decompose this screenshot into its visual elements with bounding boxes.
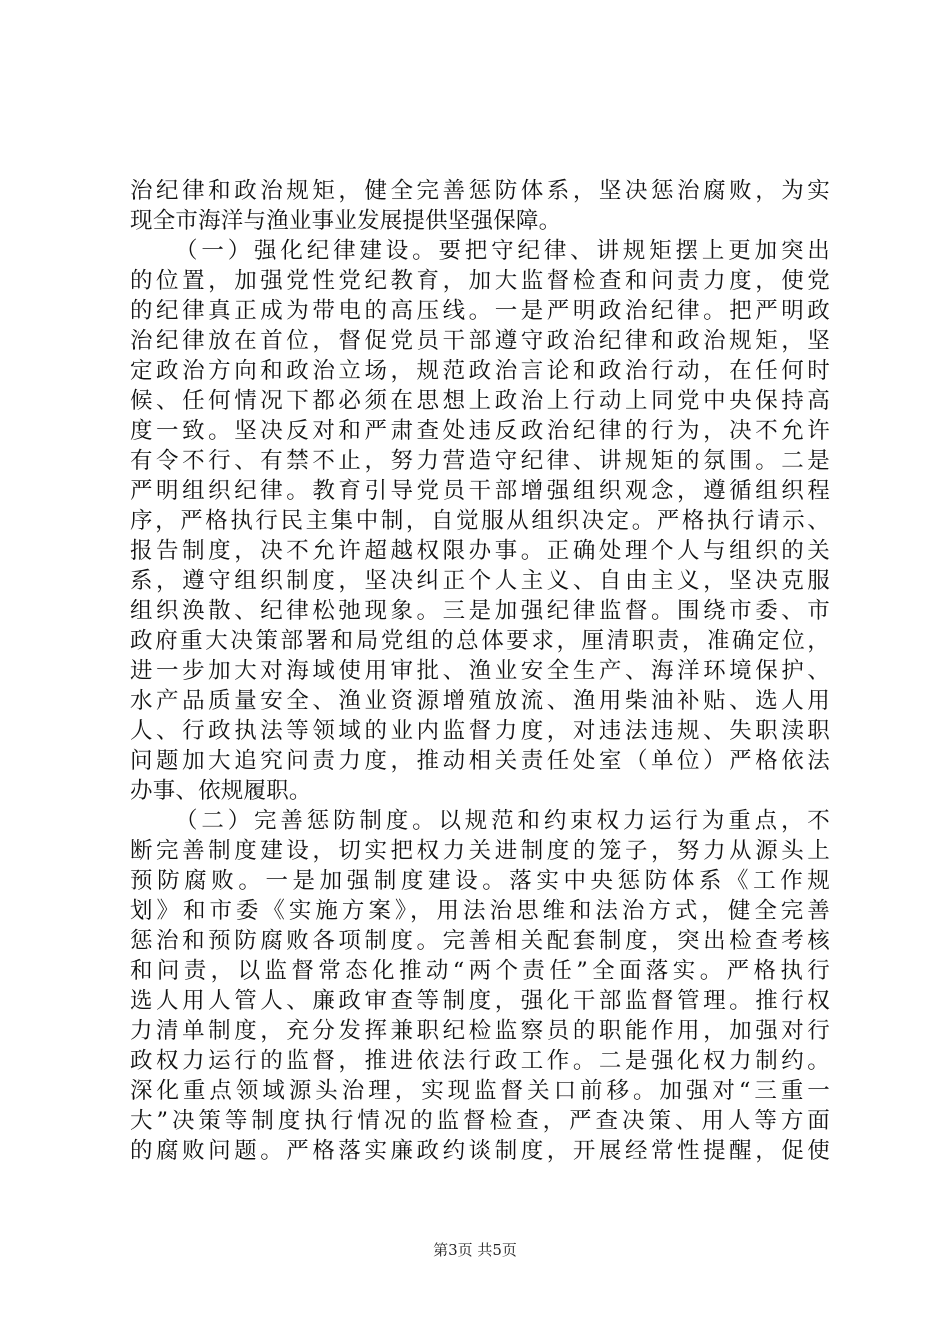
text-line: 划》和市委《实施方案》，用法治思维和法治方式，健全完善 bbox=[130, 898, 830, 924]
text-line: 定政治方向和政治立场，规范政治言论和政治行动，在任何时 bbox=[130, 358, 830, 384]
text-line: 政府重大决策部署和局党组的总体要求，厘清职责，准确定位， bbox=[130, 628, 830, 654]
text-line: 水产品质量安全、渔业资源增殖放流、渔用柴油补贴、选人用 bbox=[130, 688, 830, 714]
text-line: 深化重点领域源头治理，实现监督关口前移。加强对“三重一 bbox=[130, 1078, 830, 1104]
text-line: 的位置，加强党性党纪教育，加大监督检查和问责力度，使党 bbox=[130, 268, 830, 294]
text-line: 办事、依规履职。 bbox=[130, 778, 312, 804]
text-line: 序，严格执行民主集中制，自觉服从组织决定。严格执行请示、 bbox=[130, 508, 830, 534]
text-line: （一）强化纪律建设。要把守纪律、讲规矩摆上更加突出 bbox=[175, 238, 830, 264]
text-line: 治纪律放在首位，督促党员干部遵守政治纪律和政治规矩，坚 bbox=[130, 328, 830, 354]
text-line: 候、任何情况下都必须在思想上政治上行动上同党中央保持高 bbox=[130, 388, 830, 414]
text-line: 断完善制度建设，切实把权力关进制度的笼子，努力从源头上 bbox=[130, 838, 830, 864]
text-line: 现全市海洋与渔业事业发展提供坚强保障。 bbox=[130, 208, 562, 234]
text-line: 度一致。坚决反对和严肃查处违反政治纪律的行为，决不允许 bbox=[130, 418, 830, 444]
text-line: 问题加大追究问责力度，推动相关责任处室（单位）严格依法 bbox=[130, 748, 830, 774]
text-line: 的腐败问题。严格落实廉政约谈制度，开展经常性提醒，促使 bbox=[130, 1138, 830, 1164]
text-line: 有令不行、有禁不止，努力营造守纪律、讲规矩的氛围。二是 bbox=[130, 448, 830, 474]
document-body bbox=[130, 176, 830, 1166]
text-line: 和问责，以监督常态化推动“两个责任”全面落实。严格执行 bbox=[130, 958, 830, 984]
text-line: 惩治和预防腐败各项制度。完善相关配套制度，突出检查考核 bbox=[130, 928, 830, 954]
page-footer: 第3页 共5页 bbox=[433, 1241, 517, 1259]
text-line: 治纪律和政治规矩，健全完善惩防体系，坚决惩治腐败，为实 bbox=[130, 178, 830, 204]
text-line: 力清单制度，充分发挥兼职纪检监察员的职能作用，加强对行 bbox=[130, 1018, 830, 1044]
text-line: 的纪律真正成为带电的高压线。一是严明政治纪律。把严明政 bbox=[130, 298, 830, 324]
text-line: 政权力运行的监督，推进依法行政工作。二是强化权力制约。 bbox=[130, 1048, 830, 1074]
text-line: 预防腐败。一是加强制度建设。落实中央惩防体系《工作规 bbox=[130, 868, 830, 894]
text-line: 系，遵守组织制度，坚决纠正个人主义、自由主义，坚决克服 bbox=[130, 568, 830, 594]
text-line: 进一步加大对海域使用审批、渔业安全生产、海洋环境保护、 bbox=[130, 658, 830, 684]
text-line: 报告制度，决不允许超越权限办事。正确处理个人与组织的关 bbox=[130, 538, 830, 564]
text-line: （二）完善惩防制度。以规范和约束权力运行为重点，不 bbox=[175, 808, 830, 834]
text-line: 人、行政执法等领域的业内监督力度，对违法违规、失职渎职 bbox=[130, 718, 830, 744]
text-line: 大”决策等制度执行情况的监督检查，严查决策、用人等方面 bbox=[130, 1108, 830, 1134]
text-line: 选人用人管人、廉政审查等制度，强化干部监督管理。推行权 bbox=[130, 988, 830, 1014]
text-line: 组织涣散、纪律松弛现象。三是加强纪律监督。围绕市委、市 bbox=[130, 598, 830, 624]
text-line: 严明组织纪律。教育引导党员干部增强组织观念，遵循组织程 bbox=[130, 478, 830, 504]
